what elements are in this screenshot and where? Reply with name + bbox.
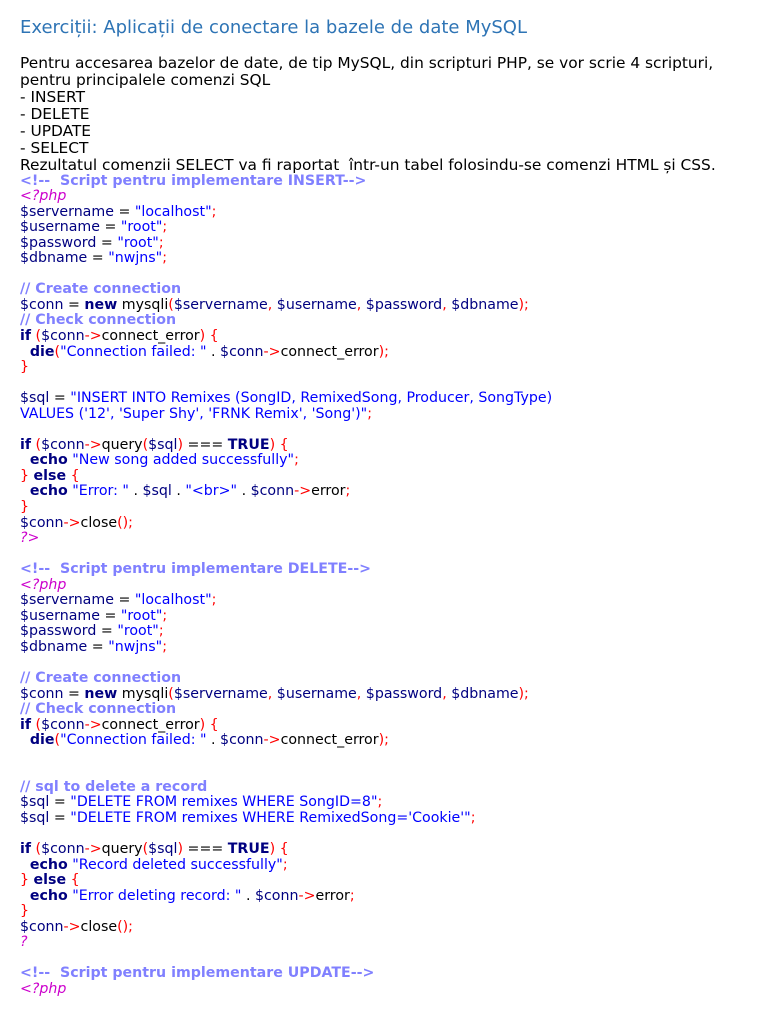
- code-punctuation: }: [20, 903, 30, 920]
- string-literal: "localhost": [134, 203, 212, 220]
- document-page: [20, 0, 748, 997]
- code-text: close: [80, 514, 118, 531]
- code-text: mysqli: [117, 685, 169, 702]
- code-line: [20, 687, 748, 703]
- code-keyword: if: [20, 327, 32, 344]
- code-variable: $sql: [142, 483, 172, 500]
- code-variable: $conn: [20, 296, 64, 313]
- code-keyword: if: [20, 436, 32, 453]
- string-literal: "Error deleting record: ": [67, 887, 242, 904]
- code-line: [20, 469, 748, 485]
- code-line: [20, 671, 748, 687]
- blank-line: [20, 267, 748, 283]
- string-literal: VALUES ('12', 'Super Shy', 'FRNK Remix', 'Song')": [20, 405, 368, 422]
- code-punctuation: ): [177, 841, 184, 858]
- code-punctuation: ->: [263, 343, 281, 360]
- code-line: [20, 889, 748, 905]
- code-variable: $password: [20, 234, 97, 251]
- code-variable: $conn: [254, 887, 299, 904]
- list-item: - INSERT: [20, 87, 85, 106]
- code-text: =: [113, 203, 135, 220]
- php-tag: ?: [20, 934, 28, 951]
- code-punctuation: ;: [162, 219, 168, 236]
- code-variable: $username: [20, 219, 100, 236]
- code-line: [20, 531, 748, 547]
- code-line: [20, 842, 748, 858]
- code-punctuation: ->: [63, 514, 81, 531]
- intro-section: [20, 55, 748, 174]
- code-punctuation: }: [20, 872, 34, 889]
- code-punctuation: }: [20, 467, 34, 484]
- blank-line: [20, 764, 748, 780]
- code-variable: $conn: [20, 514, 64, 531]
- sql-command-list: [20, 89, 748, 157]
- string-literal: "root": [120, 219, 163, 236]
- code-variable: $servername: [173, 296, 268, 313]
- code-text: =: [49, 809, 71, 826]
- code-text: connect_error: [101, 327, 200, 344]
- code-punctuation: ,: [442, 685, 452, 702]
- code-text: query: [101, 841, 143, 858]
- code-line: [20, 220, 748, 236]
- string-literal: "root": [117, 234, 159, 251]
- code-comment: // Check connection: [20, 701, 177, 718]
- code-variable: $username: [276, 296, 357, 313]
- code-punctuation: (: [31, 327, 42, 344]
- code-line: [20, 484, 748, 500]
- code-punctuation: ;: [377, 794, 383, 811]
- string-literal: "root": [117, 623, 159, 640]
- string-literal: "DELETE FROM remixes WHERE RemixedSong='Cookie'": [70, 809, 471, 826]
- code-punctuation: ->: [294, 483, 312, 500]
- code-line: [20, 407, 748, 423]
- code-punctuation: ->: [84, 436, 102, 453]
- code-punctuation: ;: [349, 887, 355, 904]
- code-punctuation: ;: [294, 452, 299, 469]
- code-variable: $servername: [20, 203, 114, 220]
- string-literal: "root": [120, 607, 163, 624]
- code-line: [20, 920, 748, 936]
- code-punctuation: );: [518, 685, 529, 702]
- code-line: [20, 578, 748, 594]
- code-punctuation: ,: [267, 296, 277, 313]
- code-text: =: [49, 390, 71, 407]
- code-variable: $conn: [41, 327, 85, 344]
- code-punctuation: (: [31, 841, 42, 858]
- php-tag: <?php: [20, 576, 67, 593]
- code-line: [20, 593, 748, 609]
- code-punctuation: }: [20, 498, 30, 515]
- code-line: [20, 609, 748, 625]
- blank-line: [20, 376, 748, 392]
- code-comment: <!-- Script pentru implementare INSERT-->: [20, 172, 367, 189]
- code-keyword: if: [20, 716, 32, 733]
- string-literal: "Connection failed: ": [60, 732, 207, 749]
- code-variable: $conn: [41, 436, 85, 453]
- code-comment: <!-- Script pentru implementare UPDATE-->: [20, 965, 375, 982]
- code-punctuation: ;: [162, 638, 167, 655]
- code-keyword: else: [33, 467, 67, 484]
- code-text: =: [63, 685, 85, 702]
- code-keyword: else: [33, 872, 67, 889]
- code-text: connect_error: [280, 343, 379, 360]
- code-punctuation: );: [518, 296, 529, 313]
- code-variable: $conn: [20, 685, 64, 702]
- intro-paragraph: Pentru accesarea bazelor de date, de tip MySQL, din scripturi PHP, se vor scrie 4 scripturi, pentru principalele comenzi SQL: [20, 53, 719, 89]
- code-punctuation: {: [66, 872, 80, 889]
- code-line: [20, 873, 748, 889]
- code-text: .: [237, 483, 251, 500]
- code-variable: $dbname: [451, 685, 519, 702]
- code-punctuation: ) {: [199, 327, 219, 344]
- code-variable: $username: [20, 607, 100, 624]
- code-text: error: [311, 483, 346, 500]
- page-title: Exerciții: Aplicații de conectare la bazele de date MySQL: [20, 17, 528, 38]
- code-line: [20, 236, 748, 252]
- code-variable: $sql: [148, 436, 178, 453]
- string-literal: "New song added successfully": [67, 452, 295, 469]
- code-punctuation: (: [168, 685, 174, 702]
- code-text: .: [206, 343, 221, 360]
- code-variable: $dbname: [20, 250, 88, 267]
- code-line: [20, 904, 748, 920]
- code-keyword: echo: [20, 856, 68, 873]
- code-punctuation: ,: [356, 685, 366, 702]
- blank-line: [20, 951, 748, 967]
- code-text: =: [113, 592, 135, 609]
- code-text: connect_error: [280, 732, 379, 749]
- code-keyword: TRUE: [227, 436, 270, 453]
- code-punctuation: ;: [211, 203, 217, 220]
- code-punctuation: ;: [162, 250, 167, 267]
- code-line: [20, 313, 748, 329]
- code-punctuation: ) {: [269, 436, 289, 453]
- code-comment: // Create connection: [20, 281, 182, 298]
- code-text: error: [315, 887, 350, 904]
- code-line: [20, 516, 748, 532]
- code-line: [20, 298, 748, 314]
- code-text: =: [96, 234, 118, 251]
- string-literal: "Connection failed: ": [60, 343, 207, 360]
- code-punctuation: ->: [84, 716, 102, 733]
- code-variable: $sql: [148, 841, 178, 858]
- code-variable: $conn: [250, 483, 295, 500]
- string-literal: "localhost": [134, 592, 212, 609]
- code-text: .: [206, 732, 221, 749]
- code-keyword: echo: [20, 483, 68, 500]
- code-comment: <!-- Script pentru implementare DELETE-->: [20, 561, 372, 578]
- blank-line: [20, 422, 748, 438]
- code-punctuation: (: [168, 296, 174, 313]
- code-line: [20, 282, 748, 298]
- string-literal: "INSERT INTO Remixes (SongID, RemixedSong, Producer, SongType): [70, 390, 553, 407]
- code-text: query: [101, 436, 143, 453]
- code-comment: // Check connection: [20, 312, 177, 329]
- code-keyword: new: [84, 685, 118, 702]
- code-text: .: [171, 483, 186, 500]
- code-variable: $username: [276, 685, 357, 702]
- code-keyword: new: [84, 296, 118, 313]
- code-variable: $sql: [20, 390, 50, 407]
- code-variable: $password: [365, 296, 443, 313]
- code-text: close: [80, 918, 118, 935]
- code-line: [20, 345, 748, 361]
- code-text: =: [87, 638, 109, 655]
- code-text: =: [96, 623, 118, 640]
- string-literal: "Error: ": [67, 483, 129, 500]
- code-punctuation: (: [54, 343, 61, 360]
- code-text: =: [99, 607, 121, 624]
- code-line: [20, 360, 748, 376]
- code-punctuation: (: [31, 716, 42, 733]
- code-listing: [20, 174, 748, 998]
- code-punctuation: ) {: [269, 841, 289, 858]
- code-line: [20, 251, 748, 267]
- php-tag: <?php: [20, 188, 67, 205]
- code-comment: // Create connection: [20, 670, 182, 686]
- code-variable: $sql: [20, 794, 50, 811]
- php-tag: ?>: [20, 530, 40, 547]
- code-text: connect_error: [101, 716, 200, 733]
- code-punctuation: ();: [117, 514, 133, 531]
- code-punctuation: (: [142, 841, 149, 858]
- code-punctuation: ;: [367, 405, 372, 422]
- code-line: [20, 718, 748, 734]
- code-punctuation: }: [20, 359, 30, 376]
- code-comment: // sql to delete a record: [20, 778, 208, 795]
- code-punctuation: );: [378, 732, 389, 749]
- code-text: mysqli: [117, 296, 169, 313]
- code-text: =: [63, 296, 85, 313]
- blank-line: [20, 655, 748, 671]
- code-variable: $password: [365, 685, 443, 702]
- code-variable: $conn: [220, 732, 264, 749]
- list-item: - SELECT: [20, 138, 89, 157]
- blank-line: [20, 547, 748, 563]
- code-punctuation: ,: [442, 296, 452, 313]
- result-paragraph: Rezultatul comenzii SELECT va fi raportat într-un tabel folosindu-se comenzi HTML și CSS.: [20, 155, 716, 174]
- code-line: [20, 935, 748, 951]
- code-punctuation: (: [31, 436, 42, 453]
- code-line: [20, 453, 748, 469]
- code-punctuation: ;: [345, 483, 351, 500]
- code-punctuation: ->: [298, 887, 316, 904]
- code-line: [20, 982, 748, 998]
- code-variable: $dbname: [451, 296, 519, 313]
- code-text: =: [87, 250, 109, 267]
- code-variable: $conn: [41, 841, 85, 858]
- code-punctuation: ->: [63, 918, 81, 935]
- code-line: [20, 780, 748, 796]
- code-variable: $servername: [173, 685, 268, 702]
- string-literal: "nwjns": [108, 250, 163, 267]
- code-line: [20, 795, 748, 811]
- code-text: =: [99, 219, 121, 236]
- code-punctuation: ;: [158, 623, 164, 640]
- php-tag: <?php: [20, 980, 67, 997]
- code-punctuation: ) {: [199, 716, 219, 733]
- code-punctuation: ->: [263, 732, 281, 749]
- list-item: - UPDATE: [20, 121, 92, 140]
- blank-line: [20, 826, 748, 842]
- blank-line: [20, 749, 748, 765]
- code-line: [20, 702, 748, 718]
- code-punctuation: ,: [267, 685, 277, 702]
- code-keyword: TRUE: [227, 841, 270, 858]
- code-variable: $conn: [20, 918, 64, 935]
- code-variable: $dbname: [20, 638, 88, 655]
- code-punctuation: );: [378, 343, 389, 360]
- string-literal: "nwjns": [108, 638, 163, 655]
- code-punctuation: ;: [282, 856, 288, 873]
- code-punctuation: (: [54, 732, 61, 749]
- code-punctuation: ,: [356, 296, 366, 313]
- code-line: [20, 438, 748, 454]
- code-line: [20, 205, 748, 221]
- code-keyword: echo: [20, 887, 68, 904]
- code-keyword: die: [20, 732, 55, 749]
- code-text: .: [128, 483, 143, 500]
- code-line: [20, 391, 748, 407]
- code-line: [20, 640, 748, 656]
- code-keyword: die: [20, 343, 55, 360]
- code-punctuation: ;: [162, 607, 168, 624]
- code-punctuation: ;: [211, 592, 217, 609]
- code-variable: $password: [20, 623, 97, 640]
- code-punctuation: ): [177, 436, 184, 453]
- code-text: ===: [183, 436, 228, 453]
- code-variable: $conn: [41, 716, 85, 733]
- code-punctuation: (: [142, 436, 149, 453]
- code-variable: $servername: [20, 592, 114, 609]
- code-keyword: if: [20, 841, 32, 858]
- code-line: [20, 966, 748, 982]
- code-line: [20, 811, 748, 827]
- code-text: =: [49, 794, 71, 811]
- code-variable: $conn: [220, 343, 264, 360]
- code-line: [20, 500, 748, 516]
- code-punctuation: ->: [84, 327, 102, 344]
- code-text: .: [241, 887, 255, 904]
- code-punctuation: ;: [470, 809, 476, 826]
- code-punctuation: {: [66, 467, 80, 484]
- code-line: [20, 189, 748, 205]
- string-literal: "<br>": [185, 483, 238, 500]
- code-line: [20, 174, 748, 190]
- string-literal: "DELETE FROM remixes WHERE SongID=8": [70, 794, 378, 811]
- code-punctuation: ->: [84, 841, 102, 858]
- code-line: [20, 733, 748, 749]
- code-line: [20, 624, 748, 640]
- code-line: [20, 329, 748, 345]
- code-keyword: echo: [20, 452, 68, 469]
- code-variable: $sql: [20, 809, 50, 826]
- code-line: [20, 858, 748, 874]
- string-literal: "Record deleted successfully": [67, 856, 283, 873]
- code-punctuation: ();: [117, 918, 133, 935]
- code-text: ===: [183, 841, 228, 858]
- code-punctuation: ;: [158, 234, 164, 251]
- code-line: [20, 562, 748, 578]
- list-item: - DELETE: [20, 104, 90, 123]
